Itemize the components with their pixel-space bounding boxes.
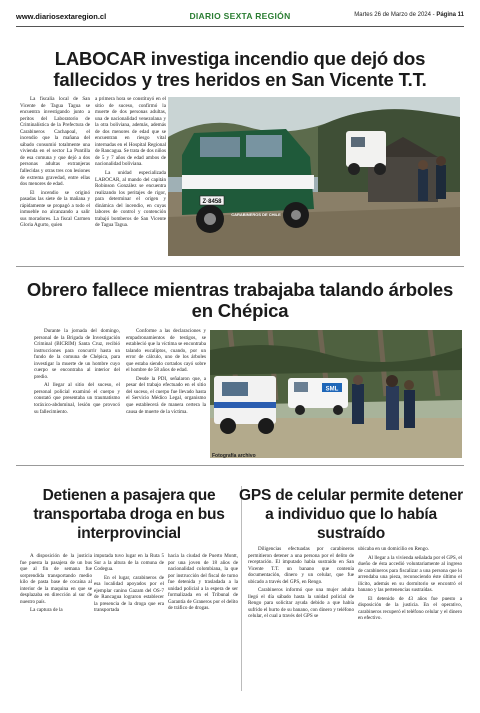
article2-col2-p1: Conforme a las declaraciones y empadronamientos de testigos, se estableció que la víctima se encontraba talando eucaliptos, cuando, por un error de cálculo, uno de los árboles que estaba siendo cortados cayó sobre el hombre de 58 años de edad. xyxy=(126,328,206,374)
page-header xyxy=(16,12,464,26)
article3-col3-p1: hacia la ciudad de Puerto Montt, por una joven de 18 años de nacionalidad colombiana, la que por instrucción del fiscal de turno fue detenida y trasladada a la unidad policial a la espera de ser formalizada en el Tribunal de Garantía de Graneros por el delito de tráfico de drogas. xyxy=(168,553,238,612)
article4-col2-p3: El detenido de 43 años fue puesto a disposición de la justicia. En el operativo, carabineros recuperó el teléfono celular y el dinero en efectivo. xyxy=(358,595,462,622)
page-number: Página 11 xyxy=(436,12,464,18)
article2-col1-p1: Durante la jornada del domingo, personal de la Brigada de Investigación Criminal (BICRIM) Santa Cruz, recibió instrucciones para concurrir hasta un fundo de la comuna de Chépica, para investigar la muerte de un hombre cuyo cuerpo se encontraba al interior del predio. xyxy=(34,328,120,380)
article4-col2-p2: Al llegar a la vivienda señalada por el GPS, el dueño de ésta accedió voluntariamente al ingreso de carabineros para fiscalizar a una persona que lo arrendaba una pieza, reconociendo éste último el ilícito, además en su dormitorio se encontró el banano y las pertenencias sustraídas. xyxy=(358,554,462,594)
section-rule-1 xyxy=(16,266,464,267)
article1-col2-p2: La unidad especializada LABOCAR, al mando del capitán Robinson González se encuentra realizando los peritajes de rigor, para determinar el origen y dinámica del incendio, en cuyas labores de control y contención trabajó bomberos de San Vicente de Tagua Tagua. xyxy=(95,170,166,229)
article1-col1-p2: El incendio se originó pasadas las siete de la mañana y rápidamente se propagó a todo el inmueble no alcanzando a salir sus moradores. La fiscal Carmen Gloria Agurto, quien xyxy=(20,189,90,229)
forest-scene-illustration xyxy=(210,330,462,458)
article1-col2-p1: a primera hora se constituyó en el sitio de suceso, confirmó la muerte de dos personas adultas, una de nacionalidad venezolana y la otra boliviana, además, además de dos menores de edad que se encuentran en riesgo vital internadas en el Hospital Regional de Rancagua. Se trata de dos niños de 5 y 7 años de edad ambos de nacionalidad boliviana. xyxy=(95,96,166,168)
article1-title: LABOCAR investiga incendio que dejó dos fallecidos y tres heridos en San Vicente T.T. xyxy=(53,48,427,90)
article1-column-1 xyxy=(20,96,90,231)
article4-col2-p1: ubicaba en un domicilio en Rengo. xyxy=(358,546,430,552)
fire-scene-illustration xyxy=(168,97,460,256)
article4-column-2 xyxy=(358,546,462,624)
article1-photo xyxy=(168,97,460,256)
article3-col1-p2: La captura de la xyxy=(30,607,63,614)
article2-col1-p2: Al llegar al sitio del suceso, el personal policial examinó el cuerpo y constató que presentaba un traumatismo toráxico-abdominal, lesión que provocó su fallecimiento. xyxy=(34,382,120,415)
article3-title: Detienen a pasajera que transportaba droga en bus interprovincial xyxy=(33,487,225,542)
vehicle-label: CARABINEROS DE CHILE xyxy=(231,212,281,217)
article2-photo-caption: Fotografía archivo xyxy=(212,453,256,459)
article3-column-1 xyxy=(20,553,92,616)
article2-column-2 xyxy=(126,328,206,417)
newspaper-name: DIARIO SEXTA REGIÓN xyxy=(189,11,291,21)
issue-date xyxy=(354,12,464,18)
article1-column-2 xyxy=(95,96,166,231)
article3-col2-p2: En el lugar, carabineros de esa localidad apoyados por el ejemplar canino Gazam del OS-7 de Rancagua lograron establecer la presencia de la droga que era transportada xyxy=(94,574,164,614)
article3-column-2 xyxy=(94,553,164,616)
van-label: SML xyxy=(325,386,339,393)
site-url[interactable]: www.diariosextaregion.cl xyxy=(16,12,107,21)
article2-col2-p2: Desde la PDI, señalaron que, a pesar del trabajo efectuado en el sitio del suceso, el cuerpo fue llevado hasta el Servicio Médico Legal, organismo que establecerá de manera certera la causa de muerte de la víctima. xyxy=(126,375,206,415)
article2-title: Obrero fallece mientras trabajaba talando árboles en Chépica xyxy=(26,279,454,321)
article4-col1-p1: Diligencias efectuadas por carabineros permitieron detener a una persona por el delito de receptación. El imputado había sustraído en San Vicente T.T. un banano que contenía documentación, dinero y un celular, que fue ubicado a través del GPS, en Rengo. xyxy=(248,546,354,585)
article2-column-1 xyxy=(34,328,120,417)
section-rule-2 xyxy=(16,465,464,466)
date-text: Martes 26 de Marzo de 2024 - xyxy=(354,12,435,18)
article4-title: GPS de celular permite detener a individuo que lo había sustraído xyxy=(238,487,463,542)
article3-col1-p1: A disposición de la justicia fue puesta la pasajera de un bus que al fin de semana fue sorprendida transportando medio kilo de pasta base de cocaína al interior de la maquina en que se desplazaba en dirección al sur de nuestro país. xyxy=(20,553,92,605)
license-plate: Z·8458 xyxy=(202,199,222,205)
article1-col1-p1: La fiscalía local de San Vicente de Tagua Tagua se encuentra investigando junto a peritos del Laboratorio de Criminalística de la Prefectura de Carabineros Cachapoal, el incendio que la mañana del sábado consumió totalmente una vivienda en el sector La Puntilla de esa comuna y que dejó a dos personas adultas extranjeras fallecidas y otras tres con lesiones de extrema gravedad, entre ellas dos menores de edad. xyxy=(20,96,90,188)
article4-column-1 xyxy=(248,546,354,622)
article3-col2-p1: imputada tuvo lugar en la Ruta 5 Sur a la altura de la comuna de Codegua. xyxy=(94,553,164,573)
article3-column-3 xyxy=(168,553,238,614)
article4-col1-p2: Carabineros informó que una mujer adulta llegó el día sábado hasta la unidad policial de Rengo para solicitar ayuda debido a que había sufrido el hurto de su banano, con dinero y teléfono celular, el cual a través del GPS se xyxy=(248,587,354,620)
header-rule xyxy=(16,26,464,27)
article2-photo xyxy=(210,330,462,458)
